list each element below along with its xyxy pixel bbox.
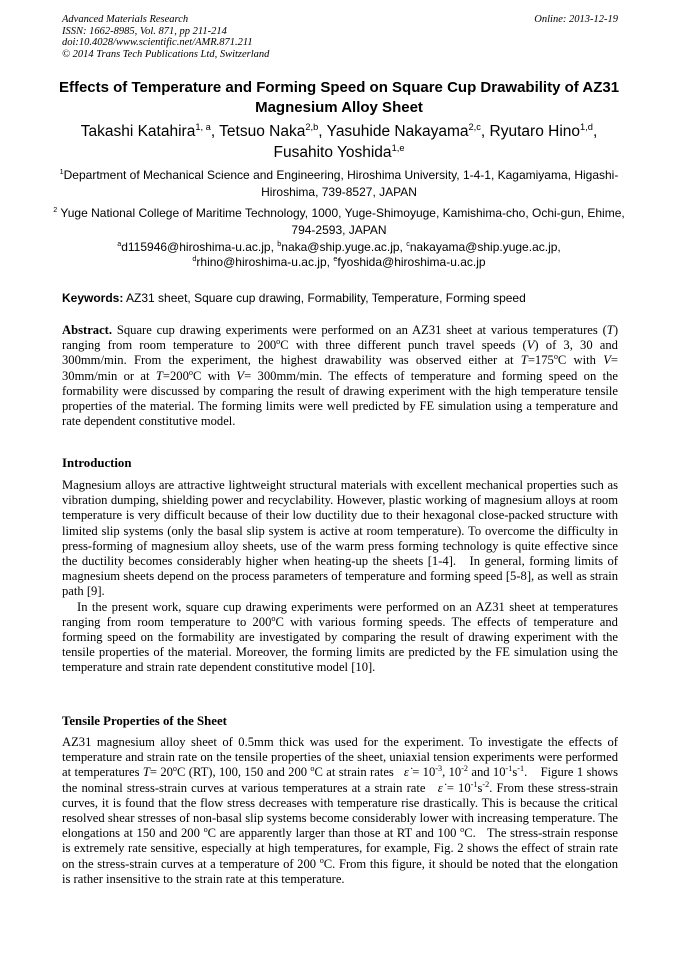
email-text: rhino@hiroshima-u.ac.jp	[196, 255, 327, 269]
email-address[interactable]	[192, 255, 326, 269]
affiliation-1-text: Department of Mechanical Science and Engineering, Hiroshima University, 1-4-1, Kagamiyama, Higashi-Hiroshima, 739-8527, JAPAN	[63, 168, 619, 199]
author-name: Yasuhide Nakayama	[326, 123, 469, 140]
journal-copyright: © 2014 Trans Tech Publications Ltd, Switzerland	[62, 48, 270, 60]
email-text: naka@ship.yuge.ac.jp	[281, 240, 400, 254]
keywords	[62, 291, 618, 306]
author-list: Takashi Katahira$^{1, a}$, Tetsuo Naka$^{2,b}$, Yasuhide Nakayama$^{2,c}$, Ryutaro Hino$^{1,d}$, Fusahito Yoshida$^{1,e}$	[80, 121, 598, 161]
journal-issn: ISSN: 1662-8985, Vol. 871, pp 211-214	[62, 25, 227, 37]
author	[490, 123, 593, 140]
author-affiliation-marker: 2,b	[305, 121, 319, 132]
email-marker: e	[333, 254, 338, 263]
introduction-paragraph-2: In the present work, square cup drawing experiments were performed on an AZ31 sheet at temperatures ranging from room temperature to 200$^o$C with various forming speeds. The effects of temperature and forming speed on the formability are investigated by comparing the result of drawing experiment with the tensile properties of the material. Moreover, the forming limits are predicted by the FE simulation using the temperature and strain rate dependent constitutive model [10].	[62, 599, 618, 675]
affiliation-1	[50, 167, 628, 200]
introduction-heading: Introduction	[62, 456, 132, 470]
tensile-body	[62, 735, 618, 887]
abstract-text: Square cup drawing experiments were performed on an AZ31 sheet at various temperatures (T) ranging from room temperature to 200$^o$C with three different punch travel speeds (V) of 3, 30 and 300mm/min. From the experiment, the highest drawability was observed either at $T=175^oC$ with V= 30mm/min or at $T=200^oC$ with V= 300mm/min. The effects of temperature and forming speed on the formability were discussed by comparing the result of drawing experiment with the high temperature tensile properties of the material. The forming limits were well predicted by FE simulation using a temperature and rate dependent constitutive model.	[62, 323, 619, 429]
keywords-text: AZ31 sheet, Square cup drawing, Formability, Temperature, Forming speed	[126, 291, 526, 305]
email-address[interactable]	[333, 255, 485, 269]
affiliation-2-text: Yuge National College of Maritime Technology, 1000, Yuge-Shimoyuge, Kamishima-cho, Ochi-gun, Ehime, 794-2593, JAPAN	[60, 206, 625, 237]
tensile-heading: Tensile Properties of the Sheet	[62, 714, 227, 728]
journal-header	[62, 14, 618, 60]
email-marker: a	[117, 239, 122, 248]
email-address[interactable]	[406, 240, 557, 254]
keywords-label: Keywords:	[62, 291, 124, 305]
email-address[interactable]	[277, 240, 399, 254]
tensile-paragraph: AZ31 magnesium alloy sheet of 0.5mm thick was used for the experiment. To investigate the effects of temperature and strain rate on the tensile properties of the sheet, uniaxial tension experiments were performed at temperatures $T= 20^oC$ (RT), 100, 150 and 200 $^o$C at strain rates ε̇ = $10^{-3}$, $10^{-2}$ and $10^{-1}s^{-1}$. Figure 1 shows the nominal stress-strain curves at various temperatures at a strain rate ε̇ = $10^{-1}s^{-2}$. From these stress-strain curves, it is found that the flow stress decreases with temperature rise drastically. This is because the critical resolved shear stresses of non-basal slip systems become considerably lower with increasing temperature. The elongations at 150 and 200 $^o$C are apparently larger than those at RT and 100 $^o$C. The stress-strain response is extremely rate sensitive, especially at high temperatures, for example, Fig. 2 shows the effect of strain rate on the stress-strain curves at a temperature of 200 $^o$C. From this figure, it should be noted that the elongation is rather insensitive to the strain rate at this temperature.	[62, 735, 619, 886]
introduction-body	[62, 478, 618, 676]
email-marker: c	[406, 239, 410, 248]
journal-doi: doi:10.4028/www.scientific.net/AMR.871.211	[62, 37, 253, 49]
author-name: Ryutaro Hino	[489, 123, 581, 140]
author-affiliation-marker: 2,c	[468, 121, 481, 132]
author-name: Takashi Katahira	[80, 123, 196, 140]
author	[81, 123, 211, 140]
email-list: $^a$d115946@hiroshima-u.ac.jp, $^b$naka@ship.yuge.ac.jp, $^c$nakayama@ship.yuge.ac.jp, $^d$rhino@hiroshima-u.ac.jp, $^e$fyoshida@hiroshima-u.ac.jp	[117, 239, 561, 269]
author-name: Tetsuo Naka	[219, 123, 306, 140]
introduction-paragraph-1: Magnesium alloys are attractive lightweight structural materials with excellent mechanical properties such as vibration dumping, shielding power and recyclability. However, plastic working of magnesium alloys at room temperature is very difficult because of their low ductility due to their hexagonal close-packed structure with limited slip systems (only the basal slip system is active at room temperature). To overcome the difficulty in press-forming of magnesium alloy sheets, use of the warm press forming technology is quite effective since the ductility becomes considerably higher when heating-up the sheets [1-4]. In general, forming limits of magnesium sheets depend on the process parameters of temperature and forming speed [5-8], as well as strain path [9].	[62, 478, 618, 599]
email-text: d115946@hiroshima-u.ac.jp	[121, 240, 271, 254]
affiliation-2	[50, 205, 628, 238]
abstract	[62, 323, 618, 429]
affiliation-1-marker: 1	[59, 167, 64, 176]
author	[219, 123, 318, 140]
paper-title: Effects of Temperature and Forming Speed on Square Cup Drawability of AZ31 Magnesium Alloy Sheet	[58, 79, 620, 116]
author-name: Fusahito Yoshida	[273, 144, 392, 161]
author	[327, 123, 481, 140]
author-affiliation-marker: 1,d	[580, 121, 593, 132]
online-date: Online: 2013-12-19	[534, 14, 618, 25]
journal-name: Advanced Materials Research	[62, 14, 189, 25]
affiliation-2-marker: 2	[53, 205, 58, 214]
email-marker: b	[277, 239, 282, 248]
email-text: fyoshida@hiroshima-u.ac.jp	[337, 255, 486, 269]
abstract-label: Abstract.	[62, 323, 113, 337]
author	[273, 144, 404, 161]
author-affiliation-marker: 1, a	[195, 121, 211, 132]
email-marker: d	[192, 254, 197, 263]
author-affiliation-marker: 1,e	[391, 142, 405, 153]
email-address[interactable]	[117, 240, 270, 254]
email-text: nakayama@ship.yuge.ac.jp	[409, 240, 558, 254]
